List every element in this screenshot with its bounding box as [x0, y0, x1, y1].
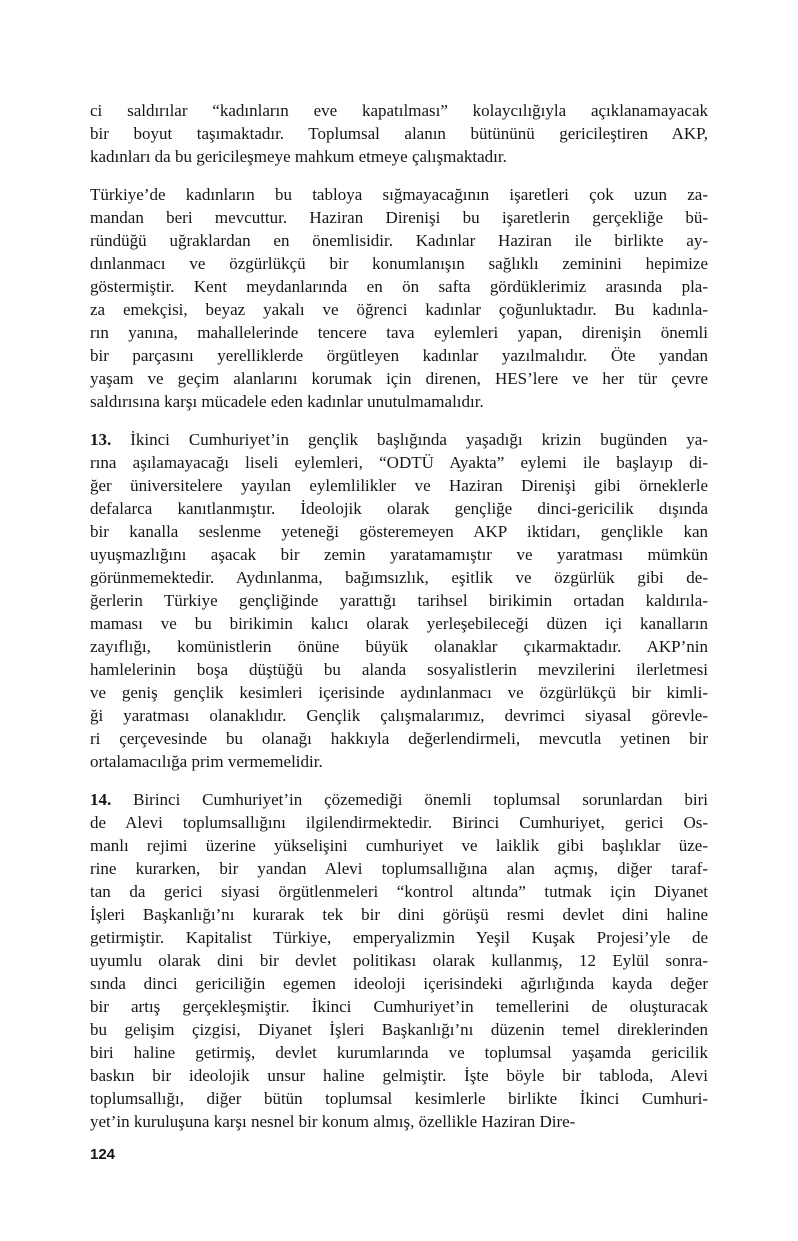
text-line: za emekçisi, beyaz yakalı ve öğrenci kadınlar çoğunluktadır. Bu kadınla-: [90, 300, 708, 319]
paragraph: [90, 183, 708, 413]
text-line: tan da gerici siyasi örgütlenmeleri “kontrol altında” tutmak için Diyanet: [90, 882, 708, 901]
text-line: İşleri Başkanlığı’nı kurarak tek bir dini görüşü resmi devlet dini haline: [90, 905, 708, 924]
text-line: de Alevi toplumsallığını ilgilendirmektedir. Birinci Cumhuriyet, gerici Os-: [90, 813, 708, 832]
text-line: sında dinci gericiliğin egemen ideoloji içerisindeki ağırlığında kayda değer: [90, 974, 708, 993]
text-line: görünmemektedir. Aydınlanma, bağımsızlık, eşitlik ve özgürlük gibi de-: [90, 568, 708, 587]
text-line: ği yaratması olanaklıdır. Gençlik çalışmalarımız, devrimci siyasal görevle-: [90, 706, 708, 725]
paragraph-marker: 13.: [90, 430, 112, 449]
text-line: manlı rejimi üzerine yükselişini cumhuriyet ve laiklik gibi başlıklar üze-: [90, 836, 708, 855]
text-line: ortalamacılığa prim vermemelidir.: [90, 752, 323, 771]
text-line: bir artış gerçekleşmiştir. İkinci Cumhuriyet’in temellerini de oluşturacak: [90, 997, 708, 1016]
text-line: ğerlerin Türkiye gençliğinde yarattığı tarihsel birikimin ortadan kaldırıla-: [90, 591, 708, 610]
text-line: bir kanalla seslenme yeteneği gösteremeyen AKP iktidarı, gençlikle kan: [90, 522, 708, 541]
text-line: dınlanmacı ve özgürlükçü bir konumlanışın sağlıklı zeminini hepimize: [90, 254, 708, 273]
text-line: rine kurarken, bir yandan Alevi toplumsallığına alan açmış, diğer taraf-: [90, 859, 708, 878]
text-line: mandan beri mevcuttur. Haziran Direnişi bu işaretlerin gerçekliğe bü-: [90, 208, 708, 227]
text-line: göstermiştir. Kent meydanlarında en ön safta gördüklerimiz arasında pla-: [90, 277, 708, 296]
text-line: zayıflığı, komünistlerin önüne büyük olanaklar çıkarmaktadır. AKP’nin: [90, 637, 708, 656]
text-line: kadınları da bu gericileşmeye mahkum etmeye çalışmaktadır.: [90, 147, 507, 166]
text-line: maması ve bu birikimin kalıcı olarak yerleşebileceği düzen içi kanalların: [90, 614, 708, 633]
paragraph-continuation: [90, 99, 708, 168]
text-line: getirmiştir. Kapitalist Türkiye, emperyalizmin Yeşil Kuşak Projesi’yle de: [90, 928, 708, 947]
text-line-rest: İkinci Cumhuriyet’in gençlik başlığında yaşadığı krizin bugünden ya-: [111, 430, 708, 449]
text-line: uyumlu olarak dini bir devlet politikası olarak kullanmış, 12 Eylül sonra-: [90, 951, 708, 970]
text-line: bu gelişim çizgisi, Diyanet İşleri Başkanlığı’nı düzenin temel direklerinden: [90, 1020, 708, 1039]
text-line: biri haline getirmiş, devlet kurumlarında ve toplumsal yaşamda gericilik: [90, 1043, 708, 1062]
text-line: ğer üniversitelere yayılan eylemlilikler ve Haziran Direnişi gibi örneklerle: [90, 476, 708, 495]
text-line: yaşam ve geçim alanlarını korumak için direnen, HES’lere ve her tür çevre: [90, 369, 708, 388]
text-line: ci saldırılar “kadınların eve kapatılması” kolaycılığıyla açıklanamayacak: [90, 101, 708, 120]
text-line-rest: Birinci Cumhuriyet’in çözemediği önemli toplumsal sorunlardan biri: [111, 790, 708, 809]
text-line: ri çerçevesinde bu olanağı hakkıyla değerlendirmeli, mevcutla yetinen bir: [90, 729, 708, 748]
text-line: [90, 788, 708, 811]
paragraph-marker: 14.: [90, 790, 112, 809]
text-line: Türkiye’de kadınların bu tabloya sığmayacağının işaretleri çok uzun za-: [90, 185, 708, 204]
text-line: toplumsallığı, diğer bütün toplumsal kesimlerle birlikte İkinci Cumhuri-: [90, 1089, 708, 1108]
body-text: [90, 99, 708, 1148]
text-line: [90, 428, 708, 451]
paragraph-numbered-13: [90, 428, 708, 773]
text-line: ve geniş gençlik kesimleri içerisinde aydınlanmacı ve özgürlükçü bir kimli-: [90, 683, 708, 702]
text-line: bir boyut taşımaktadır. Toplumsal alanın bütününü gericileştiren AKP,: [90, 124, 708, 143]
text-line: baskın bir ideolojik unsur haline gelmiştir. İşte böyle bir tabloda, Alevi: [90, 1066, 708, 1085]
text-line: rın yanına, mahallelerinde tencere tava eylemleri yapan, direnişin önemli: [90, 323, 708, 342]
text-line: saldırısına karşı mücadele eden kadınlar unutulmamalıdır.: [90, 392, 484, 411]
paragraph-numbered-14: [90, 788, 708, 1133]
page-number: 124: [90, 1146, 116, 1163]
text-line: hamlelerinin boşa düştüğü bu alanda sosyalistlerin mevzilerini ilerletmesi: [90, 660, 708, 679]
text-line: ründüğü uğraklardan en önemlisidir. Kadınlar Haziran ile birlikte ay-: [90, 231, 708, 250]
text-line: defalarca kanıtlanmıştır. İdeolojik olarak gençliğe dinci-gericilik dışında: [90, 499, 708, 518]
text-line: bir parçasını yerelliklerde örgütleyen kadınlar yazılmalıdır. Öte yandan: [90, 346, 708, 365]
text-line: rına aşılamayacağı liseli eylemleri, “ODTÜ Ayakta” eylemi ile başlayıp di-: [90, 453, 708, 472]
text-line: yet’in kuruluşuna karşı nesnel bir konum almış, özellikle Haziran Dire-: [90, 1112, 576, 1131]
text-line: uyuşmazlığını aşacak bir zemin yaratamamıştır ve yaratması mümkün: [90, 545, 708, 564]
